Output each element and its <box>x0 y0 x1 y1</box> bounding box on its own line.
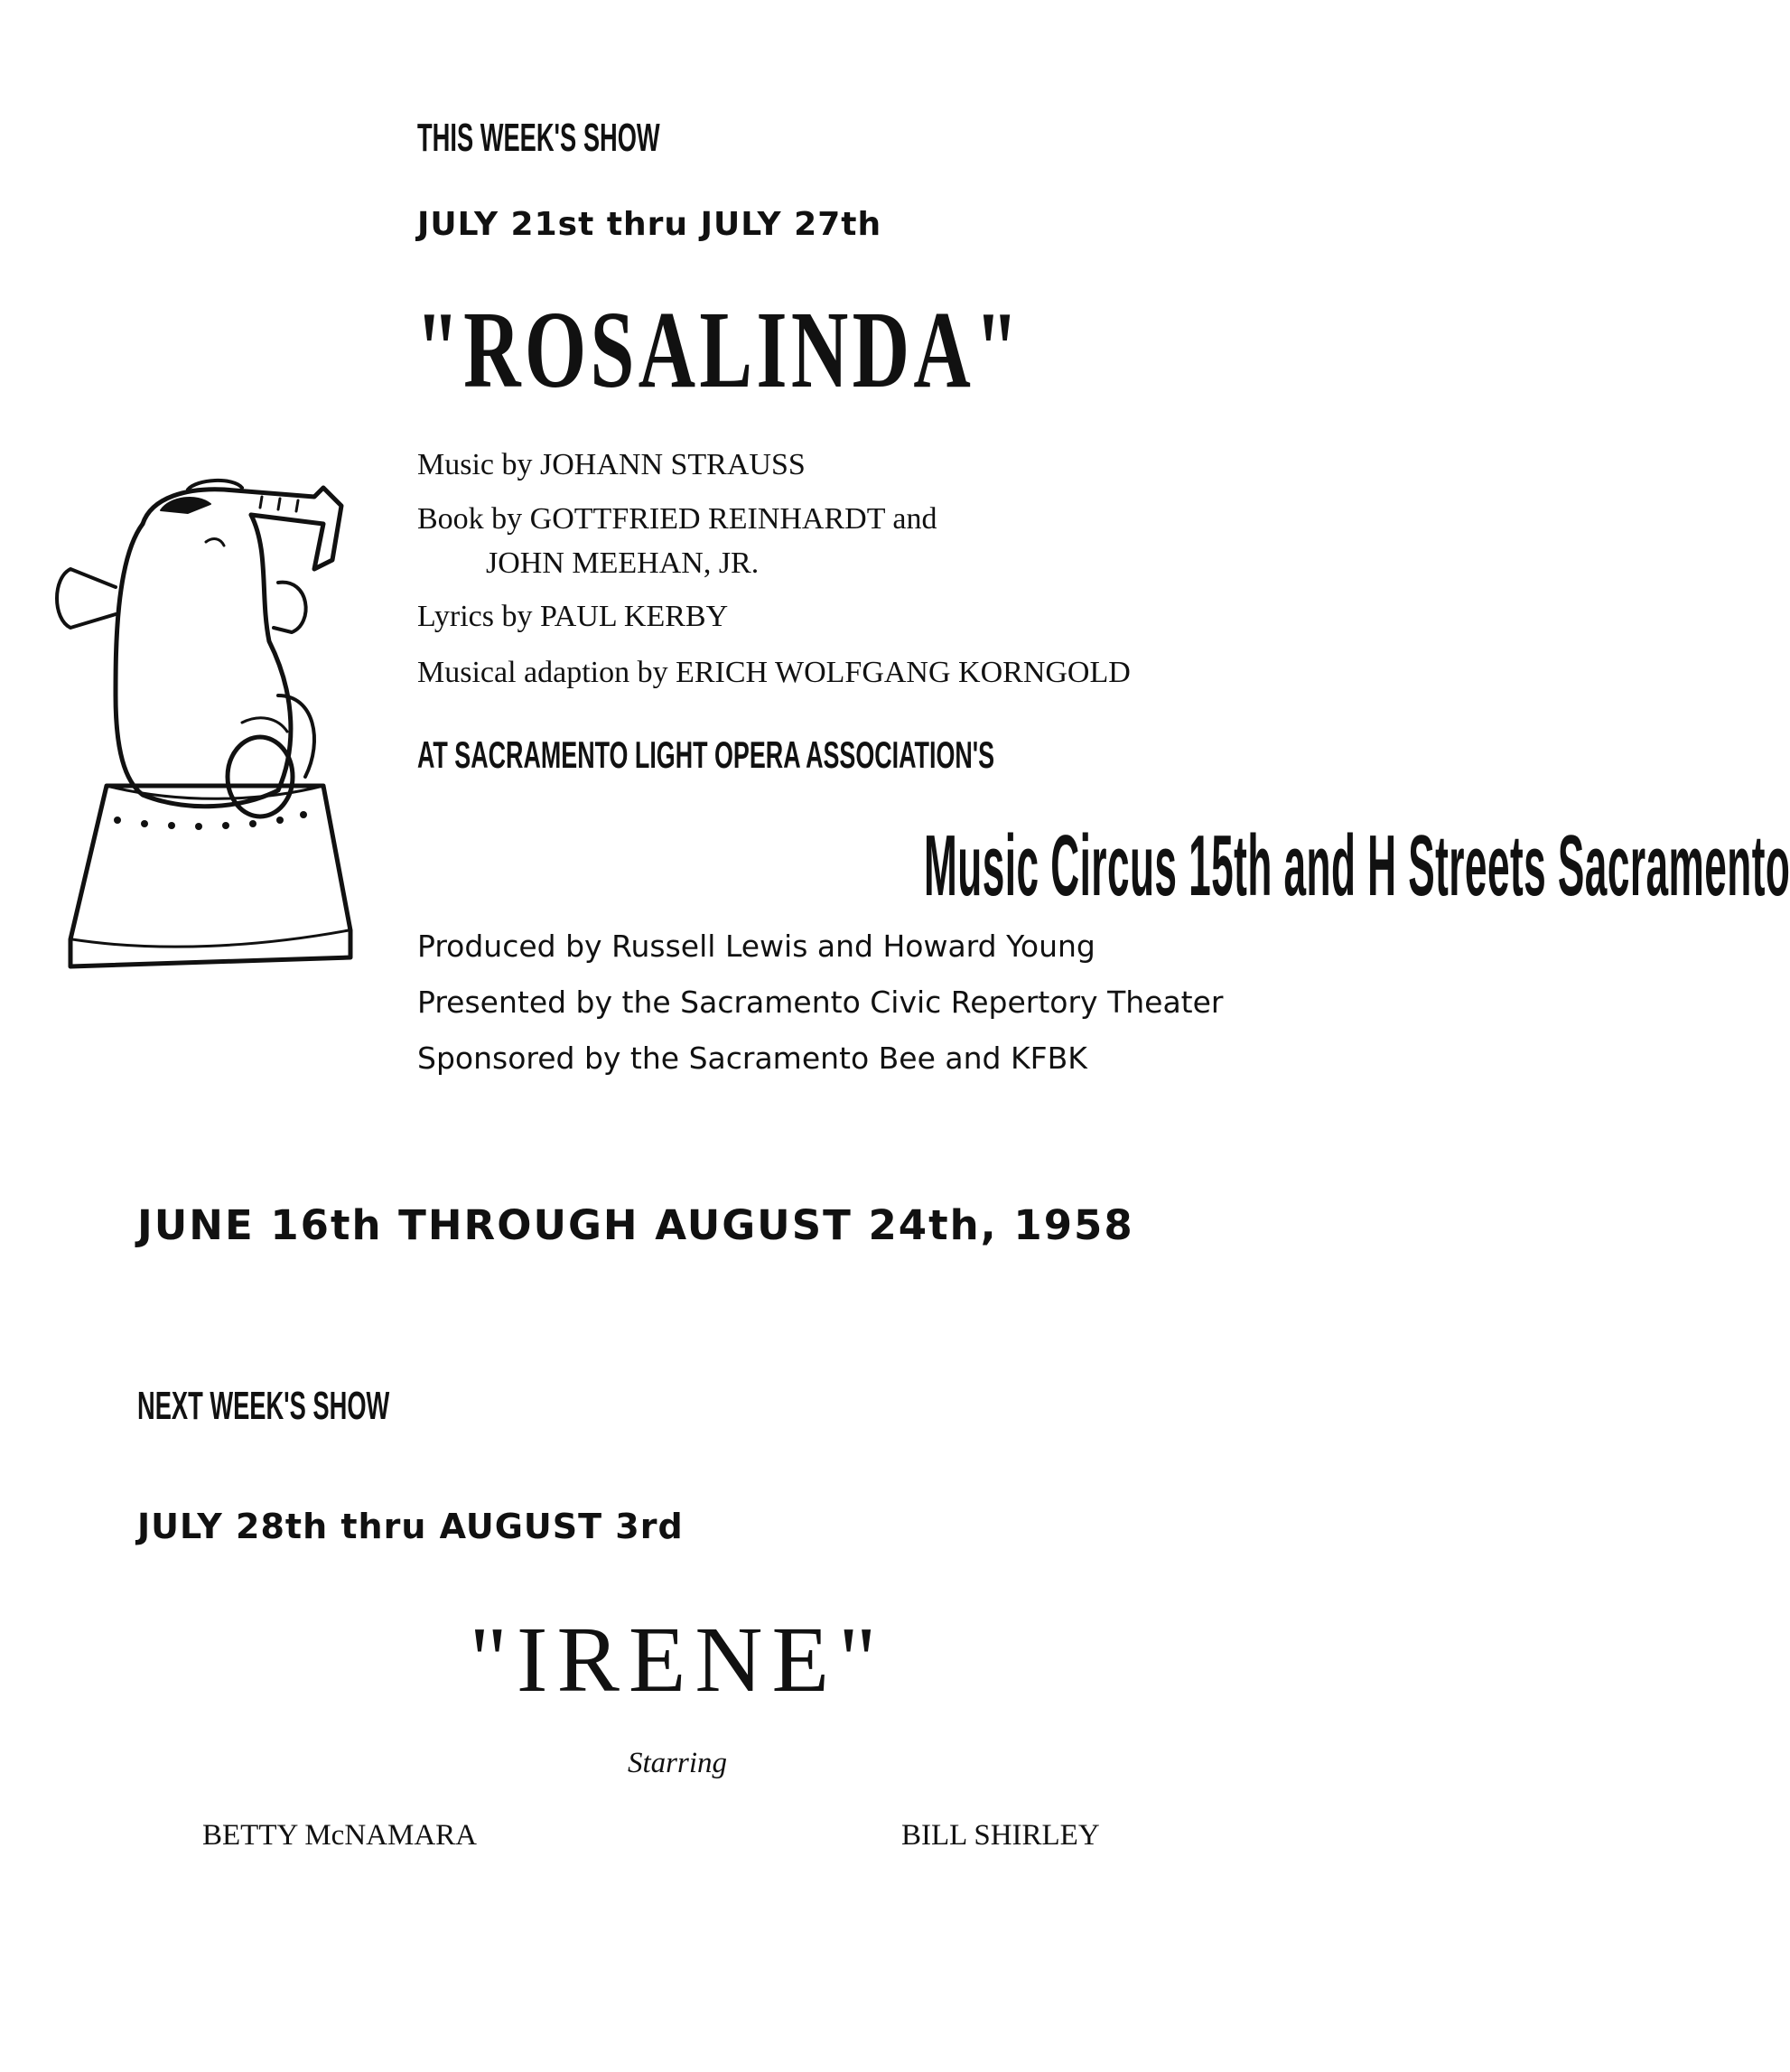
credit-book: Book by GOTTFRIED REINHARDT and <box>417 502 937 536</box>
venue-intro: AT SACRAMENTO LIGHT OPERA ASSOCIATION'S <box>417 733 995 776</box>
season-dates: JUNE 16th THROUGH AUGUST 24th, 1958 <box>137 1201 1134 1249</box>
venue-name: Music Circus 15th and H Streets Sacramento <box>924 817 1790 914</box>
credit-music: Music by JOHANN STRAUSS <box>417 448 806 481</box>
credit-lyrics: Lyrics by PAUL KERBY <box>417 600 729 633</box>
next-week-dates: JULY 28th thru AUGUST 3rd <box>137 1507 684 1546</box>
this-week-dates: JULY 21st thru JULY 27th <box>417 206 882 243</box>
show-title-rosalinda: "ROSALINDA" <box>415 289 1023 411</box>
star-name: BETTY McNAMARA <box>202 1819 478 1852</box>
this-week-label: THIS WEEK'S SHOW <box>417 116 660 160</box>
next-week-label: NEXT WEEK'S SHOW <box>137 1384 390 1428</box>
sponsored-by: Sponsored by the Sacramento Bee and KFBK <box>417 1041 1087 1076</box>
show-title-irene: "IRENE" <box>469 1608 886 1712</box>
credit-adaption: Musical adaption by ERICH WOLFGANG KORNGOLD <box>417 656 1131 689</box>
presented-by: Presented by the Sacramento Civic Repertory Theater <box>417 985 1224 1020</box>
starring-label: Starring <box>627 1747 728 1779</box>
produced-by: Produced by Russell Lewis and Howard Young <box>417 929 1095 964</box>
star-name: BILL SHIRLEY <box>901 1819 1100 1852</box>
elephant-on-drum-icon <box>52 425 368 985</box>
credit-book-continued: JOHN MEEHAN, JR. <box>486 546 760 580</box>
